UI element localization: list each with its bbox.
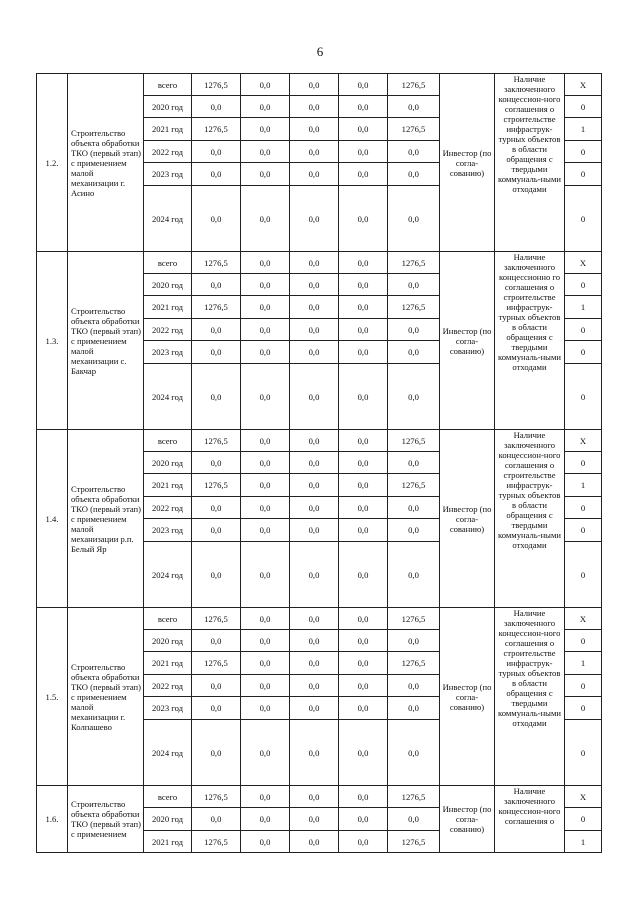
funding-value: 1276,5: [192, 430, 241, 452]
measure-name: Строительство объекта обработки ТКО (первый этап) с применением малой механизации г. Асино: [68, 74, 144, 252]
funding-value: 0,0: [290, 319, 339, 341]
funding-value: 0,0: [241, 675, 290, 697]
funding-value: 0,0: [339, 675, 388, 697]
funding-value: 0,0: [290, 296, 339, 319]
funding-value: 0,0: [339, 319, 388, 341]
indicator-value: 0: [565, 364, 602, 430]
funding-value: 0,0: [192, 720, 241, 786]
funding-value: 0,0: [241, 720, 290, 786]
funding-value: 0,0: [290, 452, 339, 474]
funding-value: 1276,5: [388, 296, 440, 319]
indicator-value: X: [565, 786, 602, 808]
indicator-value: 0: [565, 274, 602, 296]
year-label: всего: [144, 252, 192, 274]
year-label: 2023 год: [144, 341, 192, 364]
year-label: 2024 год: [144, 720, 192, 786]
funding-value: 0,0: [241, 474, 290, 497]
funding-value: 1276,5: [388, 430, 440, 452]
indicator-value: 0: [565, 519, 602, 542]
measures-table: [36, 73, 602, 853]
year-label: 2020 год: [144, 274, 192, 296]
year-label: 2023 год: [144, 697, 192, 720]
funding-value: 0,0: [290, 74, 339, 96]
funding-value: 0,0: [290, 542, 339, 608]
funding-value: 1276,5: [388, 118, 440, 141]
year-label: 2022 год: [144, 497, 192, 519]
indicator-value: 1: [565, 652, 602, 675]
funding-value: 0,0: [192, 274, 241, 296]
year-label: 2022 год: [144, 319, 192, 341]
funding-value: 0,0: [388, 808, 440, 831]
measure-name: Строительство объекта обработки ТКО (первый этап) с применением малой механизации с. Бакчар: [68, 252, 144, 430]
indicator-value: 0: [565, 720, 602, 786]
funding-value: 0,0: [388, 341, 440, 364]
responsible-party: Инвестор (по согла-сованию): [440, 252, 495, 430]
indicator-description: Наличие заключенного концессионно го соглашения о строительстве инфраструк-турных объектов в области обращения с твердыми коммуналь-ными отходами: [495, 252, 565, 430]
funding-value: 0,0: [241, 186, 290, 252]
funding-value: 0,0: [241, 786, 290, 808]
funding-value: 0,0: [388, 519, 440, 542]
funding-value: 0,0: [192, 697, 241, 720]
funding-value: 1276,5: [388, 608, 440, 630]
funding-value: 0,0: [241, 96, 290, 118]
measure-number: 1.6.: [37, 786, 68, 853]
indicator-value: 0: [565, 141, 602, 163]
funding-value: 0,0: [241, 697, 290, 720]
funding-value: 0,0: [290, 675, 339, 697]
year-label: всего: [144, 74, 192, 96]
year-label: 2023 год: [144, 519, 192, 542]
funding-value: 0,0: [339, 519, 388, 542]
funding-value: 0,0: [290, 720, 339, 786]
funding-value: 0,0: [339, 630, 388, 652]
funding-value: 0,0: [339, 452, 388, 474]
funding-value: 0,0: [290, 118, 339, 141]
indicator-value: X: [565, 252, 602, 274]
funding-value: 0,0: [388, 697, 440, 720]
year-label: 2021 год: [144, 652, 192, 675]
funding-value: 1276,5: [388, 474, 440, 497]
indicator-value: 0: [565, 452, 602, 474]
funding-value: 1276,5: [388, 786, 440, 808]
funding-value: 0,0: [241, 252, 290, 274]
year-label: 2020 год: [144, 452, 192, 474]
year-label: 2022 год: [144, 675, 192, 697]
funding-value: 0,0: [339, 608, 388, 630]
funding-value: 0,0: [339, 252, 388, 274]
funding-value: 0,0: [339, 430, 388, 452]
measure-number: 1.2.: [37, 74, 68, 252]
funding-value: 0,0: [290, 274, 339, 296]
funding-value: 0,0: [290, 163, 339, 186]
funding-value: 0,0: [290, 630, 339, 652]
funding-value: 0,0: [290, 697, 339, 720]
year-label: 2024 год: [144, 364, 192, 430]
funding-value: 0,0: [388, 319, 440, 341]
responsible-party: Инвестор (по согла-сованию): [440, 74, 495, 252]
year-label: 2020 год: [144, 808, 192, 831]
funding-value: 0,0: [290, 141, 339, 163]
funding-value: 0,0: [388, 720, 440, 786]
measure-name: Строительство объекта обработки ТКО (первый этап) с применением малой механизации р.п. Белый Яр: [68, 430, 144, 608]
funding-value: 0,0: [192, 630, 241, 652]
funding-value: 0,0: [339, 474, 388, 497]
funding-value: 0,0: [388, 163, 440, 186]
year-label: 2024 год: [144, 186, 192, 252]
indicator-description: Наличие заключенного концессион-ного соглашения о строительстве инфраструк-турных объектов в области обращения с твердыми коммуналь-ными отходами: [495, 430, 565, 608]
funding-value: 0,0: [241, 141, 290, 163]
funding-value: 0,0: [339, 808, 388, 831]
funding-value: 0,0: [241, 831, 290, 853]
indicator-value: 1: [565, 296, 602, 319]
measure-number: 1.3.: [37, 252, 68, 430]
funding-value: 0,0: [388, 96, 440, 118]
funding-value: 0,0: [290, 808, 339, 831]
table-row: [37, 430, 602, 452]
measure-name: Строительство объекта обработки ТКО (первый этап) с применением малой механизации г. Колпашево: [68, 608, 144, 786]
funding-value: 0,0: [290, 474, 339, 497]
year-label: 2024 год: [144, 542, 192, 608]
funding-value: 0,0: [241, 118, 290, 141]
funding-value: 0,0: [192, 163, 241, 186]
indicator-description: Наличие заключенного концессион-ного соглашения о: [495, 786, 565, 853]
responsible-party: Инвестор (по согла-сованию): [440, 786, 495, 853]
year-label: всего: [144, 430, 192, 452]
indicator-value: 0: [565, 319, 602, 341]
year-label: 2022 год: [144, 141, 192, 163]
funding-value: 0,0: [339, 118, 388, 141]
indicator-value: 0: [565, 163, 602, 186]
funding-value: 0,0: [339, 141, 388, 163]
indicator-value: 0: [565, 497, 602, 519]
funding-value: 1276,5: [192, 252, 241, 274]
funding-value: 0,0: [290, 364, 339, 430]
funding-value: 0,0: [339, 96, 388, 118]
indicator-value: 0: [565, 630, 602, 652]
funding-value: 1276,5: [388, 74, 440, 96]
funding-value: 0,0: [339, 341, 388, 364]
funding-value: 1276,5: [388, 252, 440, 274]
year-label: всего: [144, 786, 192, 808]
funding-value: 0,0: [339, 497, 388, 519]
funding-value: 0,0: [241, 74, 290, 96]
funding-value: 0,0: [339, 74, 388, 96]
indicator-value: 1: [565, 118, 602, 141]
indicator-value: X: [565, 608, 602, 630]
funding-value: 0,0: [290, 341, 339, 364]
indicator-description: Наличие заключенного концессион-ного соглашения о строительстве инфраструк-турных объектов в области обращения с твердыми коммуналь-ными отходами: [495, 74, 565, 252]
table-row: [37, 74, 602, 96]
funding-value: 1276,5: [192, 118, 241, 141]
indicator-value: 0: [565, 186, 602, 252]
indicator-value: 1: [565, 831, 602, 853]
funding-value: 0,0: [241, 163, 290, 186]
funding-value: 0,0: [241, 542, 290, 608]
funding-value: 0,0: [241, 497, 290, 519]
funding-value: 1276,5: [192, 652, 241, 675]
funding-value: 0,0: [192, 341, 241, 364]
funding-value: 0,0: [388, 542, 440, 608]
funding-value: 0,0: [241, 319, 290, 341]
year-label: 2021 год: [144, 118, 192, 141]
table-row: [37, 608, 602, 630]
year-label: 2020 год: [144, 630, 192, 652]
funding-value: 0,0: [290, 831, 339, 853]
funding-value: 1276,5: [388, 831, 440, 853]
funding-value: 0,0: [241, 296, 290, 319]
funding-value: 0,0: [241, 519, 290, 542]
funding-value: 1276,5: [192, 831, 241, 853]
funding-value: 0,0: [339, 296, 388, 319]
measure-number: 1.4.: [37, 430, 68, 608]
year-label: 2021 год: [144, 474, 192, 497]
responsible-party: Инвестор (по согла-сованию): [440, 430, 495, 608]
indicator-value: 0: [565, 675, 602, 697]
page-number: 6: [316, 44, 324, 59]
funding-value: 0,0: [339, 542, 388, 608]
funding-value: 0,0: [241, 808, 290, 831]
funding-value: 0,0: [192, 519, 241, 542]
funding-value: 0,0: [339, 720, 388, 786]
funding-value: 0,0: [339, 786, 388, 808]
funding-value: 0,0: [339, 364, 388, 430]
measure-number: 1.5.: [37, 608, 68, 786]
funding-value: 0,0: [290, 252, 339, 274]
table-row: [37, 786, 602, 808]
funding-value: 0,0: [241, 341, 290, 364]
funding-value: 0,0: [388, 630, 440, 652]
funding-value: 0,0: [290, 652, 339, 675]
indicator-value: 0: [565, 697, 602, 720]
funding-value: 0,0: [192, 808, 241, 831]
responsible-party: Инвестор (по согла-сованию): [440, 608, 495, 786]
year-label: 2021 год: [144, 296, 192, 319]
funding-value: 0,0: [241, 608, 290, 630]
funding-value: 0,0: [192, 497, 241, 519]
year-label: всего: [144, 608, 192, 630]
funding-value: 0,0: [388, 452, 440, 474]
funding-value: 0,0: [388, 141, 440, 163]
funding-value: 0,0: [241, 630, 290, 652]
funding-value: 0,0: [388, 186, 440, 252]
funding-value: 0,0: [388, 675, 440, 697]
funding-value: 1276,5: [192, 608, 241, 630]
funding-value: 0,0: [290, 186, 339, 252]
year-label: 2023 год: [144, 163, 192, 186]
year-label: 2021 год: [144, 831, 192, 853]
table-row: [37, 252, 602, 274]
funding-value: 0,0: [290, 430, 339, 452]
funding-value: 0,0: [192, 186, 241, 252]
indicator-value: 0: [565, 542, 602, 608]
funding-value: 0,0: [339, 652, 388, 675]
funding-value: 0,0: [290, 497, 339, 519]
funding-value: 0,0: [339, 274, 388, 296]
funding-value: 0,0: [339, 831, 388, 853]
indicator-value: 0: [565, 341, 602, 364]
funding-value: 0,0: [192, 675, 241, 697]
funding-value: 0,0: [192, 319, 241, 341]
funding-value: 1276,5: [192, 74, 241, 96]
funding-value: 0,0: [241, 452, 290, 474]
funding-value: 0,0: [290, 519, 339, 542]
funding-value: 0,0: [192, 452, 241, 474]
indicator-description: Наличие заключенного концессион-ного соглашения о строительстве инфраструк-турных объектов в области обращения с твердыми коммуналь-ными отходами: [495, 608, 565, 786]
funding-value: 0,0: [192, 141, 241, 163]
funding-value: 0,0: [388, 364, 440, 430]
indicator-value: X: [565, 430, 602, 452]
funding-value: 0,0: [339, 186, 388, 252]
indicator-value: 0: [565, 96, 602, 118]
funding-value: 1276,5: [192, 786, 241, 808]
funding-value: 0,0: [290, 786, 339, 808]
funding-value: 0,0: [290, 96, 339, 118]
indicator-value: 0: [565, 808, 602, 831]
year-label: 2020 год: [144, 96, 192, 118]
measure-name: Строительство объекта обработки ТКО (первый этап) с применением: [68, 786, 144, 853]
funding-value: 0,0: [241, 274, 290, 296]
funding-value: 0,0: [388, 497, 440, 519]
funding-value: 0,0: [339, 163, 388, 186]
funding-value: 0,0: [388, 274, 440, 296]
funding-value: 0,0: [192, 96, 241, 118]
funding-value: 0,0: [241, 364, 290, 430]
funding-value: 0,0: [241, 652, 290, 675]
indicator-value: X: [565, 74, 602, 96]
funding-value: 1276,5: [388, 652, 440, 675]
funding-value: 0,0: [192, 364, 241, 430]
funding-value: 1276,5: [192, 296, 241, 319]
funding-value: 0,0: [290, 608, 339, 630]
funding-value: 1276,5: [192, 474, 241, 497]
funding-value: 0,0: [241, 430, 290, 452]
funding-value: 0,0: [339, 697, 388, 720]
funding-value: 0,0: [192, 542, 241, 608]
indicator-value: 1: [565, 474, 602, 497]
